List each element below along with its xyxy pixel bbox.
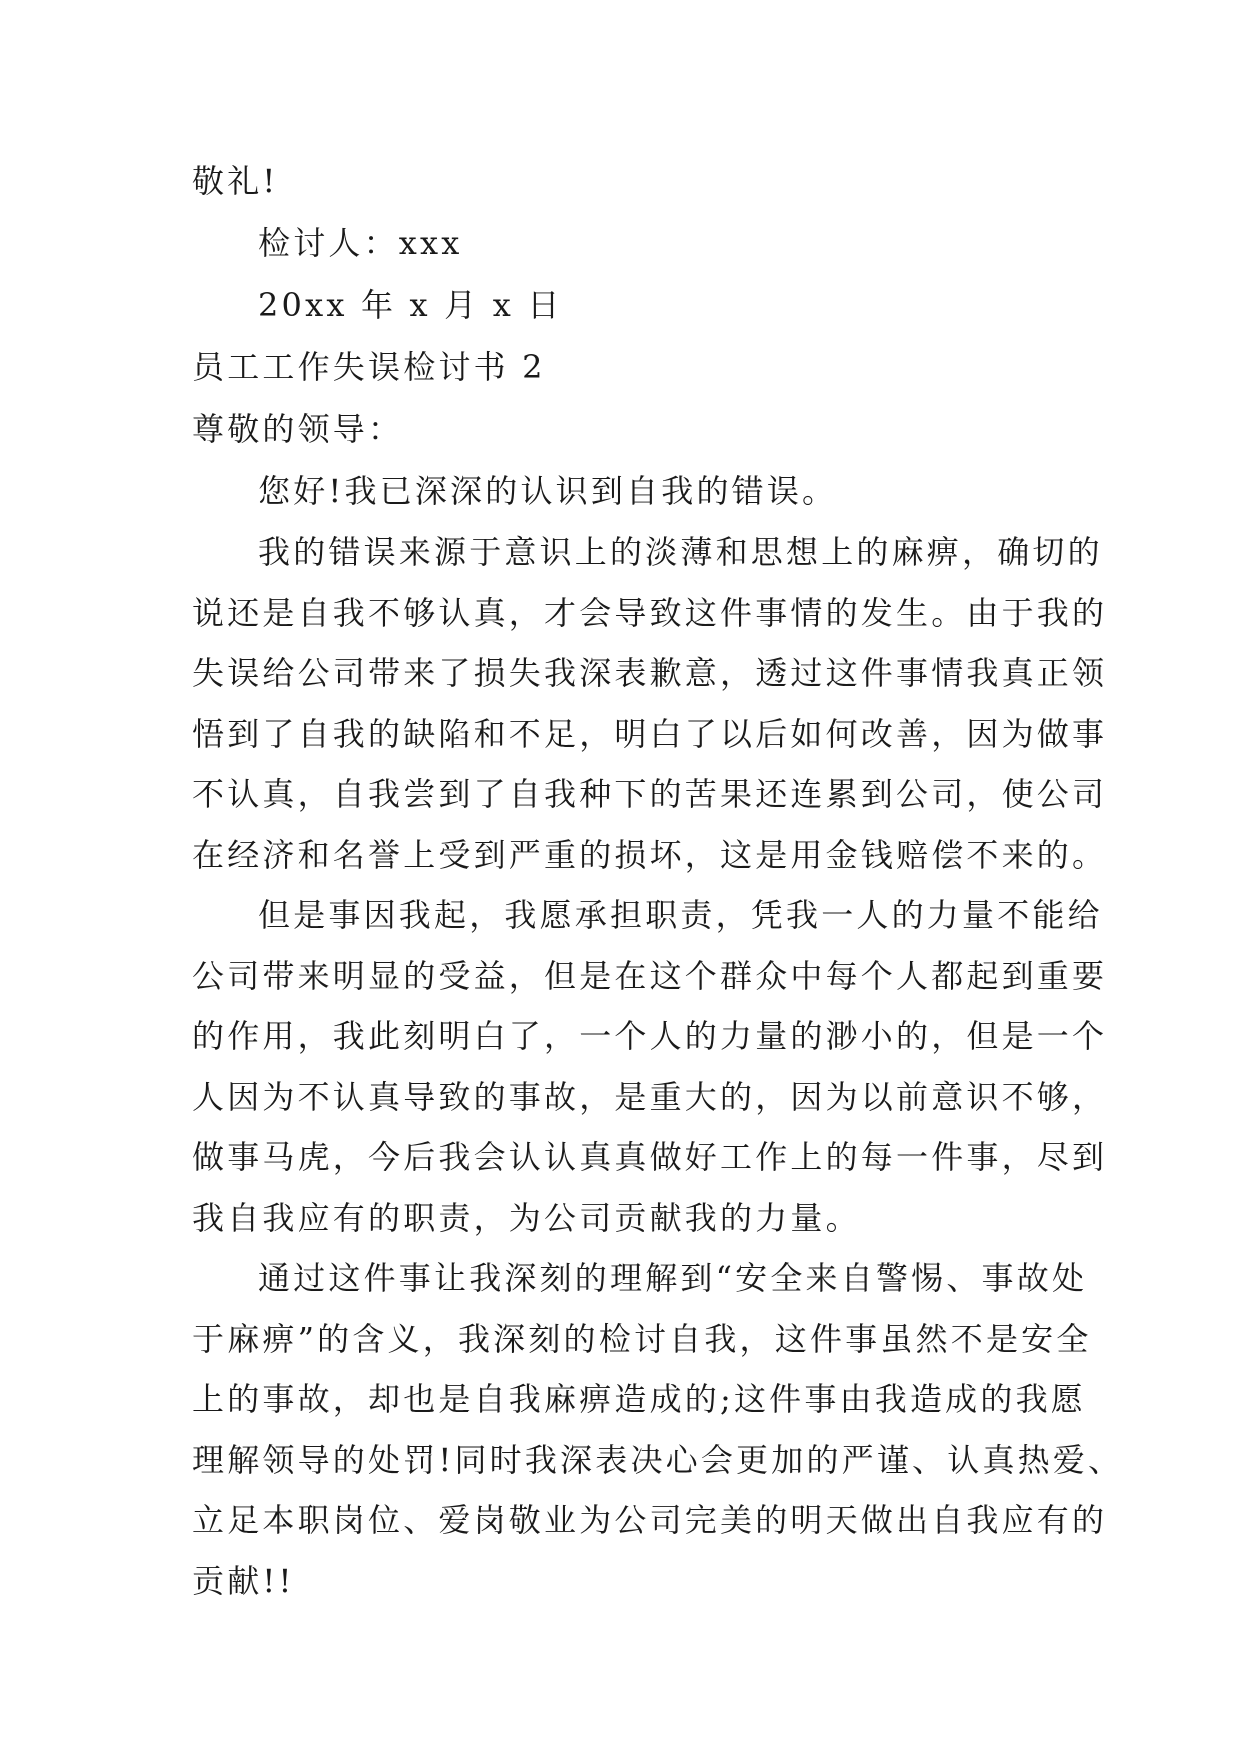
paragraph-1: [192, 522, 1108, 885]
salutation-line: 尊敬的领导：: [192, 410, 404, 448]
paragraph-line: 理解领导的处罚!同时我深表决心会更加的严谨、认真热爱、: [192, 1440, 1124, 1479]
paragraph-line: 失误给公司带来了损失我深表歉意，透过这件事情我真正领: [192, 654, 1108, 692]
paragraph-line: 人因为不认真导致的事故，是重大的，因为以前意识不够，: [192, 1077, 1108, 1116]
document-body: [192, 150, 1124, 1611]
document-title: 员工工作失误检讨书 2: [192, 348, 546, 386]
paragraph-line: 但是事因我起，我愿承担职责，凭我一人的力量不能给: [258, 896, 1103, 934]
paragraph-line: 不认真，自我尝到了自我种下的苦果还连累到公司，使公司: [192, 775, 1108, 813]
paragraph-3: [192, 1248, 1124, 1611]
paragraph-line: 我自我应有的职责，为公司贡献我的力量。: [192, 1198, 861, 1237]
signer-line: 检讨人：xxx: [258, 224, 463, 262]
paragraph-line: 立足本职岗位、爱岗敬业为公司完美的明天做出自我应有的: [192, 1501, 1108, 1539]
paragraph-line: 说还是自我不够认真，才会导致这件事情的发生。由于我的: [192, 593, 1108, 632]
opening-line: 您好!我已深深的认识到自我的错误。: [258, 472, 838, 510]
paragraph-line: 贡献!!: [192, 1561, 295, 1600]
paragraph-line: 于麻痹”的含义，我深刻的检讨自我，这件事虽然不是安全: [192, 1319, 1092, 1358]
paragraph-line: 上的事故，却也是自我麻痹造成的;这件事由我造成的我愿: [192, 1380, 1086, 1418]
paragraph-line: 在经济和名誉上受到严重的损坏，这是用金钱赔偿不来的。: [192, 835, 1108, 874]
paragraph-2: [192, 885, 1108, 1248]
closing-line: 敬礼!: [192, 162, 279, 200]
paragraph-line: 悟到了自我的缺陷和不足，明白了以后如何改善，因为做事: [192, 714, 1108, 753]
date-line: 20xx 年 x 月 x 日: [258, 286, 563, 324]
paragraph-line: 公司带来明显的受益，但是在这个群众中每个人都起到重要: [192, 956, 1108, 995]
paragraph-line: 做事马虎，今后我会认认真真做好工作上的每一件事，尽到: [192, 1138, 1108, 1176]
paragraph-line: 我的错误来源于意识上的淡薄和思想上的麻痹，确切的: [258, 533, 1103, 571]
paragraph-line: 通过这件事让我深刻的理解到“安全来自警惕、事故处: [258, 1259, 1088, 1297]
paragraph-line: 的作用，我此刻明白了，一个人的力量的渺小的，但是一个: [192, 1017, 1108, 1055]
